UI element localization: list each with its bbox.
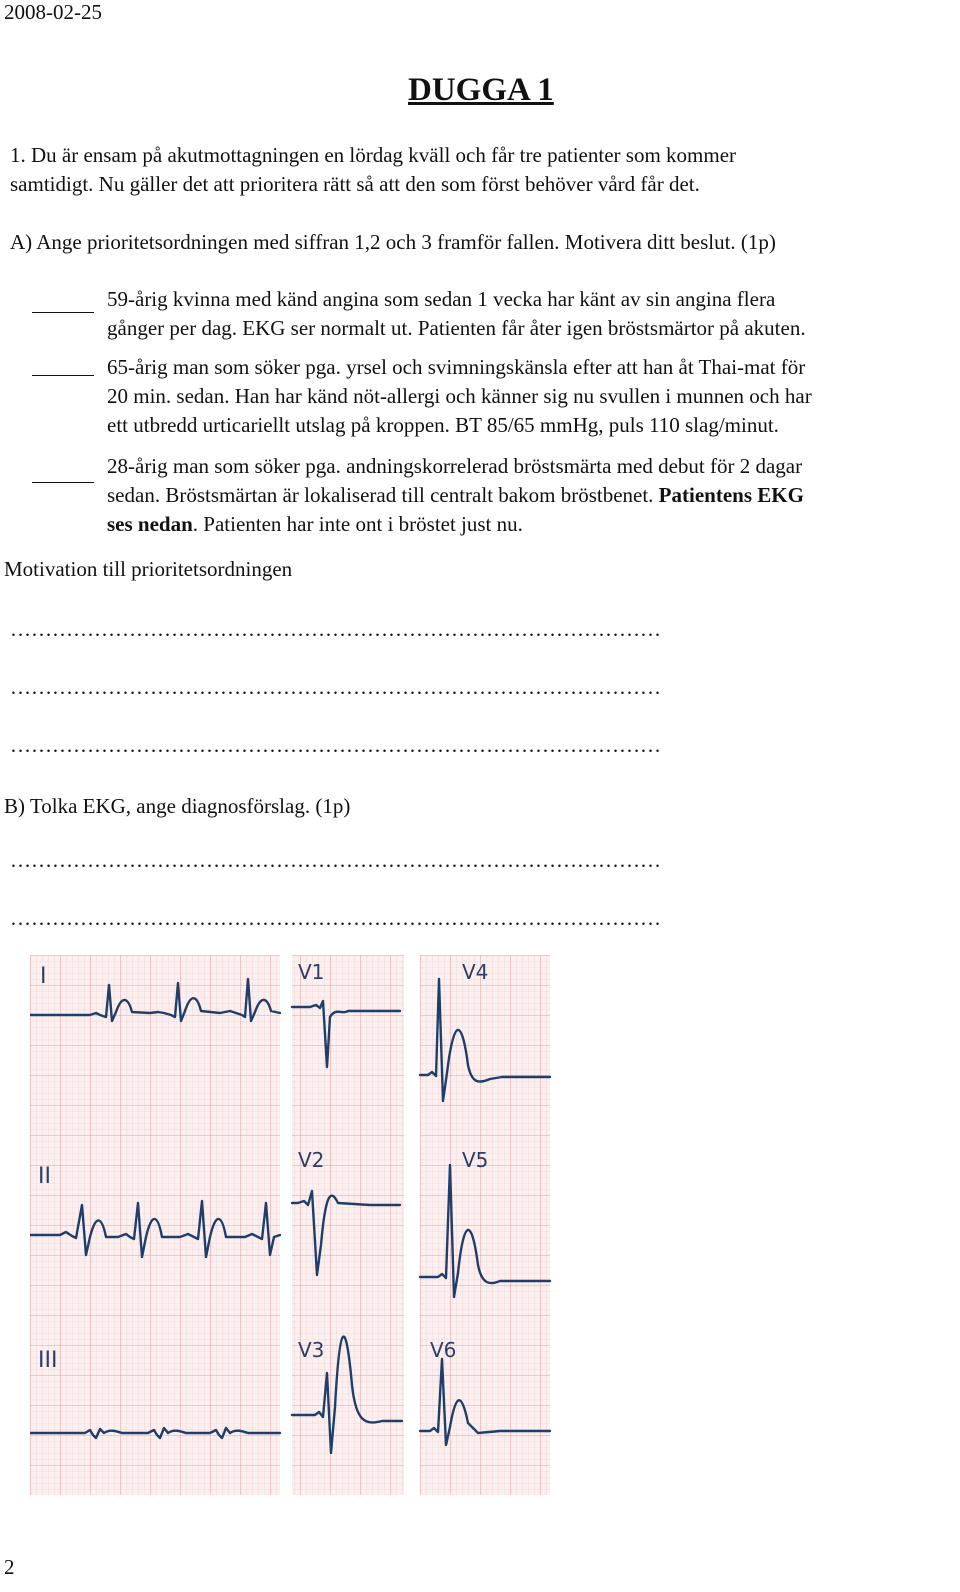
document-date: 2008-02-25 — [4, 0, 102, 24]
ecg-lead-label-V3: V3 — [298, 1338, 325, 1362]
case-2-line-2: 20 min. sedan. Han har känd nöt-allergi och känner sig nu svullen i munnen och har — [107, 384, 812, 408]
ecg-lead-label-V2: V2 — [298, 1148, 325, 1172]
question-b: B) Tolka EKG, ange diagnosförslag. (1p) — [4, 794, 351, 818]
case-3-line-3-bold: ses nedan — [107, 512, 193, 536]
question-a: A) Ange prioritetsordningen med siffran 1,2 och 3 framför fallen. Motivera ditt beslut. (1p) — [10, 230, 776, 254]
ecg-figure — [30, 955, 558, 1495]
ecg-answer-line-1[interactable]: ………………………………………………………………………………… — [10, 848, 661, 872]
case-3-line-1: 28-årig man som söker pga. andningskorrelerad bröstsmärta med debut för 2 dagar — [107, 454, 803, 478]
case-2-line-3: ett utbredd urticariellt utslag på kroppen. BT 85/65 mmHg, puls 110 slag/minut. — [107, 413, 779, 437]
ecg-lead-label-I: I — [40, 964, 47, 989]
ecg-lead-label-III: III — [38, 1348, 58, 1373]
case-1-line-1: 59-årig kvinna med känd angina som sedan 1 vecka har känt av sin angina flera — [107, 287, 776, 311]
motivation-answer-line-2[interactable]: ………………………………………………………………………………… — [10, 675, 661, 699]
motivation-answer-line-1[interactable]: ………………………………………………………………………………… — [10, 617, 661, 641]
ecg-lead-label-V6: V6 — [430, 1338, 457, 1362]
answer-blank-case-1[interactable] — [32, 300, 94, 318]
case-3-line-3 — [107, 510, 523, 539]
page-title: DUGGA 1 — [408, 72, 554, 108]
answer-blank-case-2[interactable] — [32, 363, 94, 381]
case-3-line-3-text: . Patienten har inte ont i bröstet just nu. — [192, 512, 523, 536]
intro-line-2: samtidigt. Nu gäller det att prioritera rätt så att den som först behöver vård får det. — [10, 172, 700, 196]
case-3-line-2 — [107, 481, 804, 510]
case-3-line-2-text: sedan. Bröstsmärtan är lokaliserad till centralt bakom bröstbenet. — [107, 483, 659, 507]
ecg-lead-label-V4: V4 — [462, 960, 489, 984]
ecg-lead-label-V5: V5 — [462, 1148, 489, 1172]
ecg-lead-label-V1: V1 — [298, 960, 325, 984]
case-2-line-1: 65-årig man som söker pga. yrsel och svimningskänsla efter att han åt Thai-mat för — [107, 355, 806, 379]
case-3-line-2-bold: Patientens EKG — [658, 483, 804, 507]
ecg-lead-label-II: II — [38, 1164, 51, 1189]
intro-line-1: 1. Du är ensam på akutmottagningen en lördag kväll och får tre patienter som kommer — [10, 143, 737, 167]
motivation-label: Motivation till prioritetsordningen — [4, 557, 293, 581]
case-1-line-2: gånger per dag. EKG ser normalt ut. Patienten får åter igen bröstsmärtor på akuten. — [107, 316, 806, 340]
page-number: 2 — [4, 1555, 15, 1579]
ecg-answer-line-2[interactable]: ………………………………………………………………………………… — [10, 906, 661, 930]
answer-blank-case-3[interactable] — [32, 470, 94, 488]
motivation-answer-line-3[interactable]: ………………………………………………………………………………… — [10, 733, 661, 757]
